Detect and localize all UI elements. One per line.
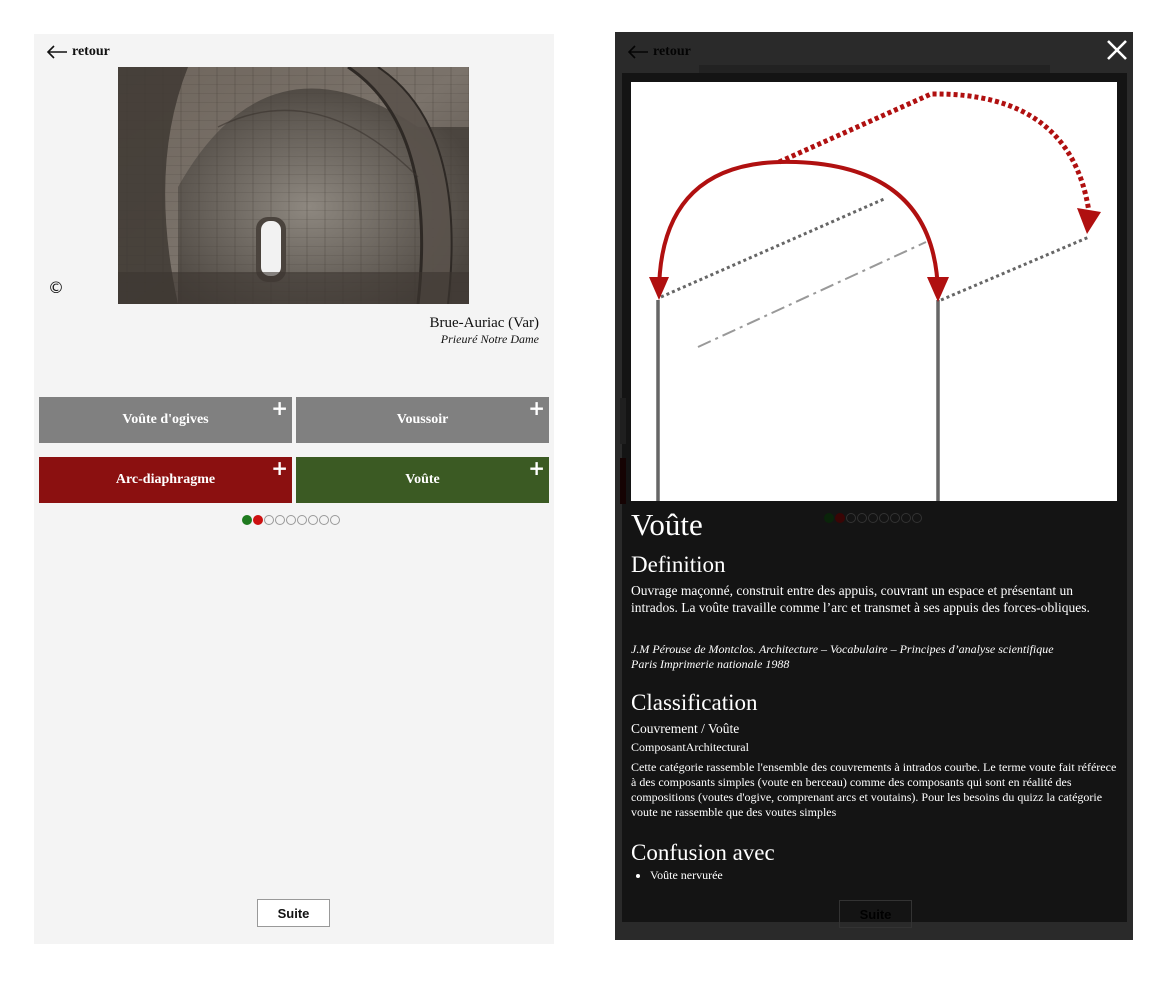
progress-dot (308, 515, 318, 525)
classification-text: Cette catégorie rassemble l'ensemble des couvrements à intrados courbe. Le terme voute fait référece à des composants simples (voute en berceau) comme des composants qui sont en réalité des compositions (voutes d'ogive, comprenant arcs et voutains). Pour les besoins du quizz la catégorie voute ne rassemble que des voutes simples (631, 760, 1117, 819)
confusion-list (650, 868, 723, 883)
arrow-left-icon (46, 45, 68, 59)
vault-diagram (631, 82, 1117, 501)
plus-icon[interactable]: + (528, 456, 545, 480)
progress-dot (835, 513, 845, 523)
vault-photo (118, 67, 469, 304)
info-overlay (615, 32, 1133, 940)
background-choice (620, 398, 626, 444)
reference-line-2: Paris Imprimerie nationale 1988 (631, 657, 790, 671)
progress-dot (264, 515, 274, 525)
choice-voute[interactable] (296, 457, 549, 503)
classification-heading: Classification (631, 690, 758, 715)
next-button[interactable]: Suite (257, 899, 330, 927)
progress-dot (275, 515, 285, 525)
back-link[interactable] (46, 44, 110, 60)
term-title: Voûte (631, 507, 703, 542)
progress-dot (297, 515, 307, 525)
progress-dot (242, 515, 252, 525)
reference-line-1: J.M Pérouse de Montclos. Architecture – Vocabulaire – Principes d’analyse scientifique (631, 642, 1054, 656)
progress-dot (901, 513, 911, 523)
close-icon[interactable] (1105, 38, 1129, 62)
progress-dot (253, 515, 263, 525)
choice-voussoir[interactable] (296, 397, 549, 443)
progress-dot (330, 515, 340, 525)
progress-dot (912, 513, 922, 523)
arrow-left-icon (627, 45, 649, 59)
background-next-button: Suite (839, 900, 912, 928)
choice-label: Arc-diaphragme (115, 472, 216, 487)
background-back-link (627, 44, 691, 60)
progress-dot (857, 513, 867, 523)
quiz-screen (34, 34, 554, 944)
progress-dot (890, 513, 900, 523)
progress-dot (824, 513, 834, 523)
choice-label: Voûte (405, 472, 440, 487)
caption-site: Prieuré Notre Dame (440, 332, 539, 346)
background-progress-dots (824, 513, 922, 523)
choice-label: Voussoir (396, 412, 449, 427)
background-choice (620, 458, 626, 504)
background-back-label: retour (653, 44, 691, 59)
confusion-heading: Confusion avec (631, 840, 775, 865)
definition-text: Ouvrage maçonné, construit entre des appuis, couvrant un espace et présentant un intrados. La voûte travaille comme l’arc et transmet à ses appuis des forces-obliques. (631, 583, 1090, 615)
classification-path: Couvrement / Voûte (631, 721, 740, 736)
choice-voute-ogives[interactable] (39, 397, 292, 443)
choice-label: Voûte d'ogives (122, 412, 209, 427)
plus-icon[interactable]: + (271, 396, 288, 420)
progress-dot (846, 513, 856, 523)
progress-dots (242, 515, 340, 525)
plus-icon[interactable]: + (271, 456, 288, 480)
progress-dot (868, 513, 878, 523)
classification-type: ComposantArchitectural (631, 740, 749, 754)
list-item: • Voûte nervurée (650, 868, 723, 883)
copyright-symbol: © (48, 278, 64, 297)
progress-dot (319, 515, 329, 525)
definition-modal (622, 73, 1127, 922)
progress-dot (879, 513, 889, 523)
choice-arc-diaphragme[interactable] (39, 457, 292, 503)
plus-icon[interactable]: + (528, 396, 545, 420)
progress-dot (286, 515, 296, 525)
back-label: retour (72, 44, 110, 59)
definition-heading: Definition (631, 552, 726, 577)
caption-place: Brue-Auriac (Var) (429, 315, 539, 331)
